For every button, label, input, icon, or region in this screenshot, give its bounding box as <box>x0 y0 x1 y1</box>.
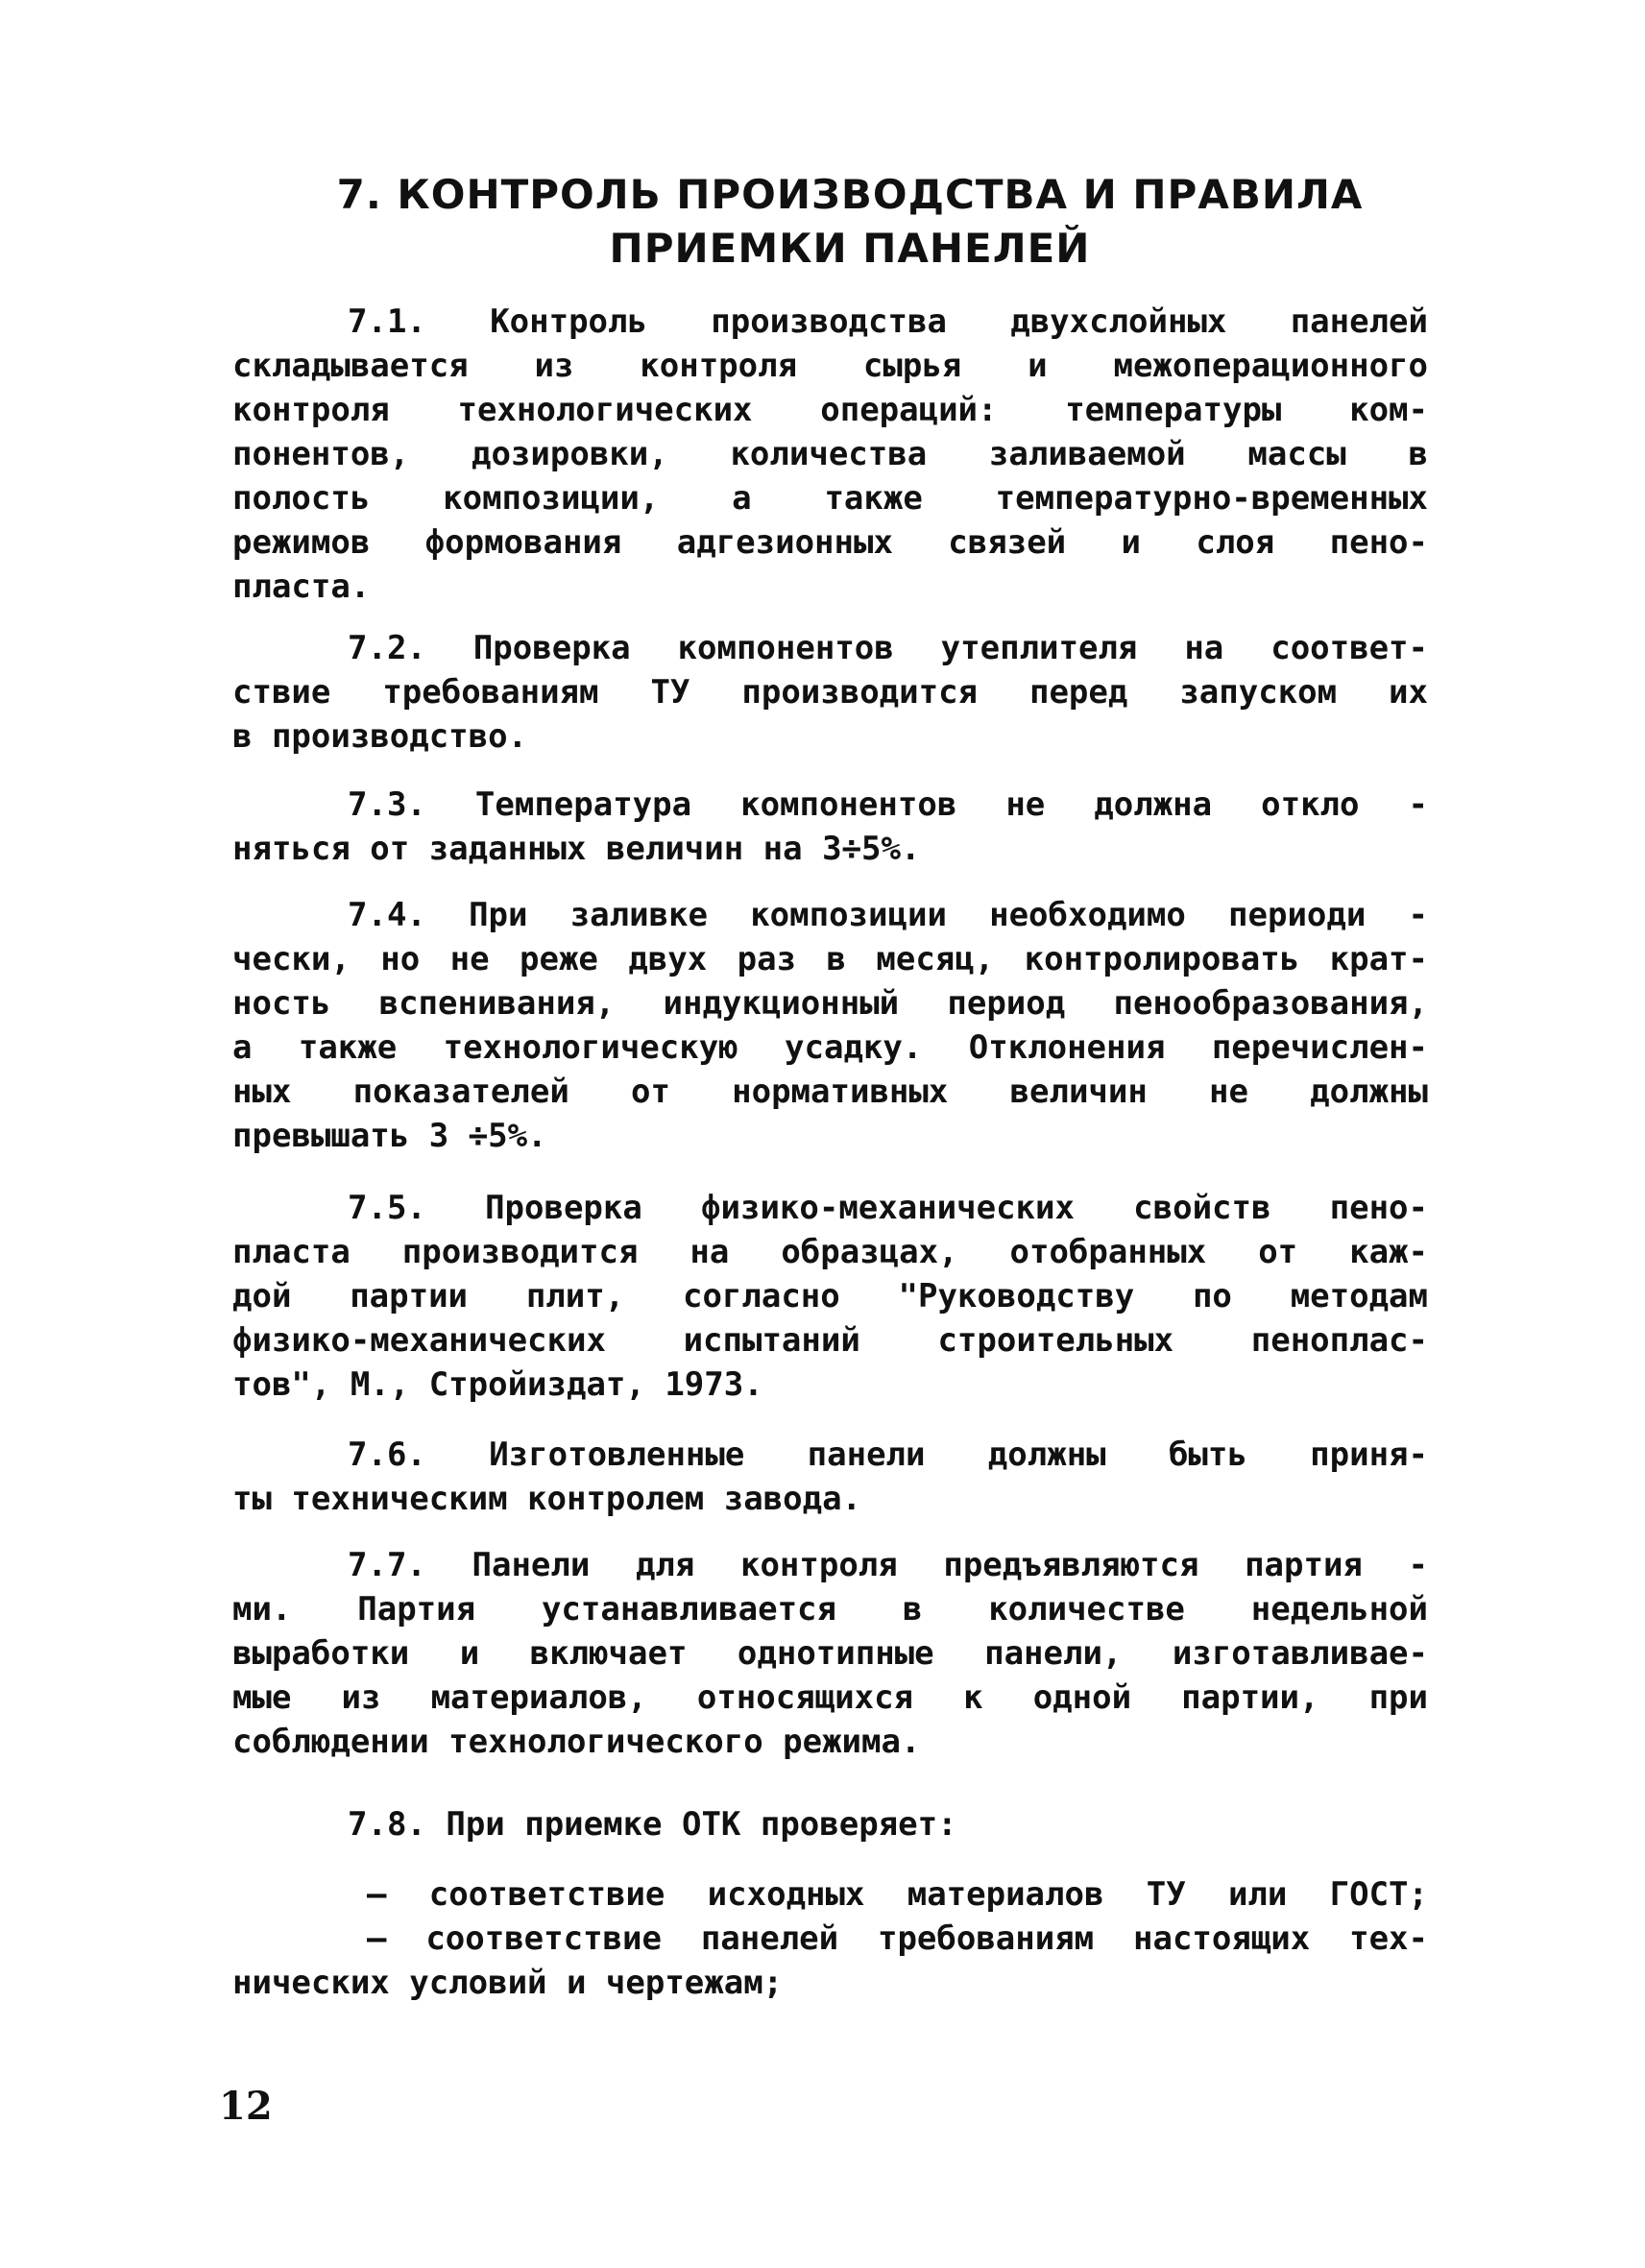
text-line: 7.5. Проверка физико-механических свойств пено- <box>348 1189 1428 1227</box>
text-line: пласта. <box>232 567 371 606</box>
section-title-line-2: ПРИЕМКИ ПАНЕЛЕЙ <box>609 225 1091 272</box>
text-line: 7.7. Панели для контроля предъявляются партия - <box>348 1546 1428 1584</box>
paragraph-7-3 <box>232 783 1428 871</box>
text-line: режимов формования адгезионных связей и слоя пено- <box>232 523 1428 562</box>
text-line: ствие требованиям ТУ производится перед запуском их <box>232 673 1428 712</box>
list-item: – соответствие исходных материалов ТУ или ГОСТ; <box>367 1875 1428 1914</box>
text-line: няться от заданных величин на 3÷5%. <box>232 830 921 868</box>
text-line: контроля технологических операций: температуры ком- <box>232 391 1428 429</box>
paragraph-7-5 <box>232 1186 1428 1407</box>
text-line: ми. Партия устанавливается в количестве недельной <box>232 1590 1428 1629</box>
text-line: тов", М., Стройиздат, 1973. <box>232 1365 763 1404</box>
requirements-list <box>232 1872 1428 2005</box>
text-line: понентов, дозировки, количества заливаемой массы в <box>232 435 1428 473</box>
list-item-continuation: нических условий и чертежам; <box>232 1964 784 2002</box>
text-line: превышать 3 ÷5%. <box>232 1117 547 1155</box>
paragraph-7-8 <box>232 1802 1428 1846</box>
text-line: выработки и включает однотипные панели, изготавливае- <box>232 1634 1428 1673</box>
text-line: ты техническим контролем завода. <box>232 1480 862 1518</box>
text-line: в производство. <box>232 717 528 756</box>
text-line: 7.6. Изготовленные панели должны быть приня- <box>348 1436 1428 1474</box>
section-title-line-1: 7. КОНТРОЛЬ ПРОИЗВОДСТВА И ПРАВИЛА <box>336 171 1364 218</box>
paragraph-7-4 <box>232 893 1428 1158</box>
section-title <box>288 168 1412 276</box>
text-line: дой партии плит, согласно "Руководству по методам <box>232 1277 1428 1315</box>
text-line: складывается из контроля сырья и межоперационного <box>232 347 1428 385</box>
list-item: – соответствие панелей требованиям настоящих тех- <box>367 1919 1428 1958</box>
text-line: а также технологическую усадку. Отклонения перечислен- <box>232 1028 1428 1067</box>
text-line: соблюдении технологического режима. <box>232 1723 921 1761</box>
text-line: 7.2. Проверка компонентов утеплителя на соответ- <box>348 629 1428 667</box>
text-line: 7.8. При приемке ОТК проверяет: <box>348 1805 957 1844</box>
paragraph-7-7 <box>232 1543 1428 1764</box>
text-line: пласта производится на образцах, отобранных от каж- <box>232 1233 1428 1271</box>
text-line: физико-механических испытаний строительных пеноплас- <box>232 1321 1428 1360</box>
text-line: 7.4. При заливке композиции необходимо периоди - <box>348 896 1428 934</box>
text-line: ных показателей от нормативных величин не должны <box>232 1073 1428 1111</box>
text-line: полость композиции, а также температурно-временных <box>232 479 1428 518</box>
paragraph-7-1 <box>232 300 1428 609</box>
text-line: чески, но не реже двух раз в месяц, контролировать крат- <box>232 940 1428 978</box>
text-line: мые из материалов, относящихся к одной партии, при <box>232 1678 1428 1717</box>
paragraph-7-2 <box>232 626 1428 759</box>
text-line: 7.3. Температура компонентов не должна откло - <box>348 785 1428 824</box>
page-number: 12 <box>219 2084 273 2129</box>
text-line: ность вспенивания, индукционный период пенообразования, <box>232 984 1428 1023</box>
paragraph-7-6 <box>232 1433 1428 1521</box>
text-line: 7.1. Контроль производства двухслойных панелей <box>348 302 1428 341</box>
